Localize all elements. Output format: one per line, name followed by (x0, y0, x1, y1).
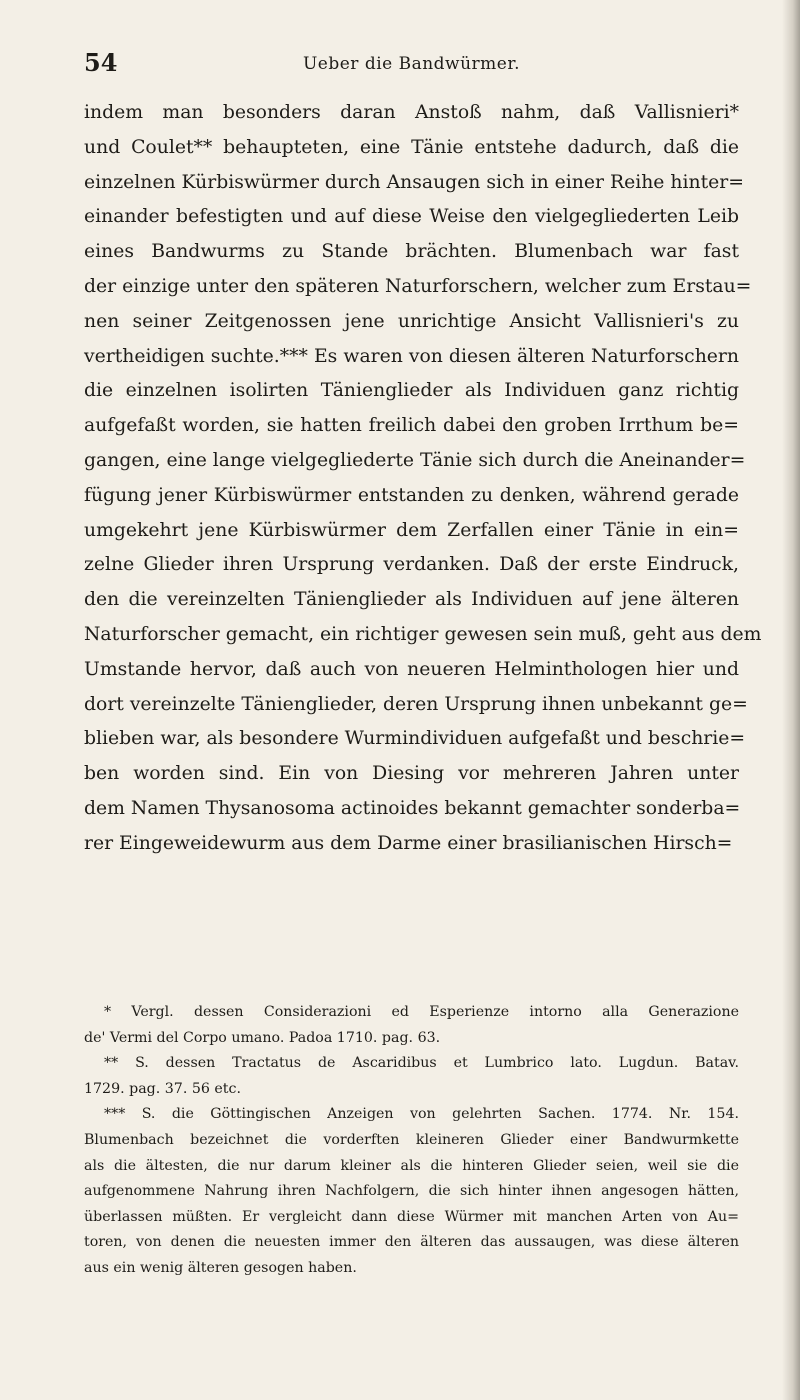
page-number: 54 (84, 48, 118, 77)
footnote-line: 1729. pag. 37. 56 etc. (84, 1080, 241, 1097)
text-line: ben worden sind. Ein von Diesing vor mehreren Jahren unter (84, 763, 739, 785)
footnote (84, 1051, 739, 1102)
footnote-line: de' Vermi del Corpo umano. Padoa 1710. pag. 63. (84, 1029, 441, 1046)
footnote-line: als die ältesten, die nur darum kleiner als die hinteren Glieder seien, weil sie die (84, 1157, 739, 1174)
text-line: eines Bandwurms zu Stande brächten. Blumenbach war fast (84, 241, 739, 263)
footnote-line: *** S. die Göttingischen Anzeigen von gelehrten Sachen. 1774. Nr. 154. (104, 1106, 739, 1123)
text-line: Umstande hervor, daß auch von neueren Helminthologen hier und (84, 658, 739, 680)
text-line: die einzelnen isolirten Tänienglieder als Individuen ganz richtig (84, 380, 739, 402)
text-line: Naturforscher gemacht, ein richtiger gewesen sein muß, geht aus dem (84, 623, 762, 645)
page-edge-shadow (782, 0, 800, 1400)
text-line: gangen, eine lange vielgegliederte Tänie sich durch die Aneinander= (84, 449, 746, 471)
text-line: und Coulet** behaupteten, eine Tänie entstehe dadurch, daß die (84, 136, 739, 158)
text-line: indem man besonders daran Anstoß nahm, daß Vallisnieri* (84, 102, 739, 123)
text-line: der einzige unter den späteren Naturforschern, welcher zum Erstau= (84, 275, 752, 297)
footnote-line: ** S. dessen Tractatus de Ascaridibus et Lumbrico lato. Lugdun. Batav. (104, 1055, 739, 1072)
text-line: einzelnen Kürbiswürmer durch Ansaugen sich in einer Reihe hinter= (84, 171, 744, 193)
running-title: Ueber die Bandwürmer. (302, 54, 521, 74)
footnote-line: aus ein wenig älteren gesogen haben. (84, 1259, 357, 1276)
text-line: aufgefaßt worden, sie hatten freilich dabei den groben Irrthum be= (84, 415, 739, 437)
body-text (84, 96, 762, 862)
text-line: dem Namen Thysanosoma actinoides bekannt gemachter sonderba= (84, 797, 741, 819)
footnote-line: überlassen müßten. Er vergleicht dann diese Würmer mit manchen Arten von Au= (84, 1208, 739, 1225)
footnote (84, 1000, 739, 1051)
text-line: zelne Glieder ihren Ursprung verdanken. Daß der erste Eindruck, (84, 554, 739, 576)
footnote-line: aufgenommene Nahrung ihren Nachfolgern, die sich hinter ihnen angesogen hätten, (84, 1183, 739, 1200)
text-line: dort vereinzelte Tänienglieder, deren Ursprung ihnen unbekannt ge= (84, 693, 748, 715)
text-line: einander befestigten und auf diese Weise den vielgegliederten Leib (84, 206, 739, 228)
text-line: umgekehrt jene Kürbiswürmer dem Zerfallen einer Tänie in ein= (84, 519, 739, 541)
text-line: den die vereinzelten Tänienglieder als Individuen auf jene älteren (84, 589, 739, 611)
footnote (84, 1102, 739, 1281)
footnotes (84, 1000, 739, 1282)
text-line: rer Eingeweidewurm aus dem Darme einer brasilianischen Hirsch= (84, 832, 733, 854)
text-line: fügung jener Kürbiswürmer entstanden zu denken, während gerade (84, 484, 739, 506)
footnote-line: * Vergl. dessen Considerazioni ed Esperienze intorno alla Generazione (104, 1004, 739, 1020)
footnote-line: toren, von denen die neuesten immer den älteren das aussaugen, was diese älteren (84, 1234, 739, 1251)
text-line: blieben war, als besondere Wurmindividuen aufgefaßt und beschrie= (84, 728, 746, 750)
text-line: nen seiner Zeitgenossen jene unrichtige Ansicht Vallisnieri's zu (84, 310, 739, 332)
text-line: vertheidigen suchte.*** Es waren von diesen älteren Naturforschern (84, 345, 739, 367)
footnote-line: Blumenbach bezeichnet die vorderften kleineren Glieder einer Bandwurmkette (84, 1131, 739, 1148)
page-header (84, 48, 739, 84)
